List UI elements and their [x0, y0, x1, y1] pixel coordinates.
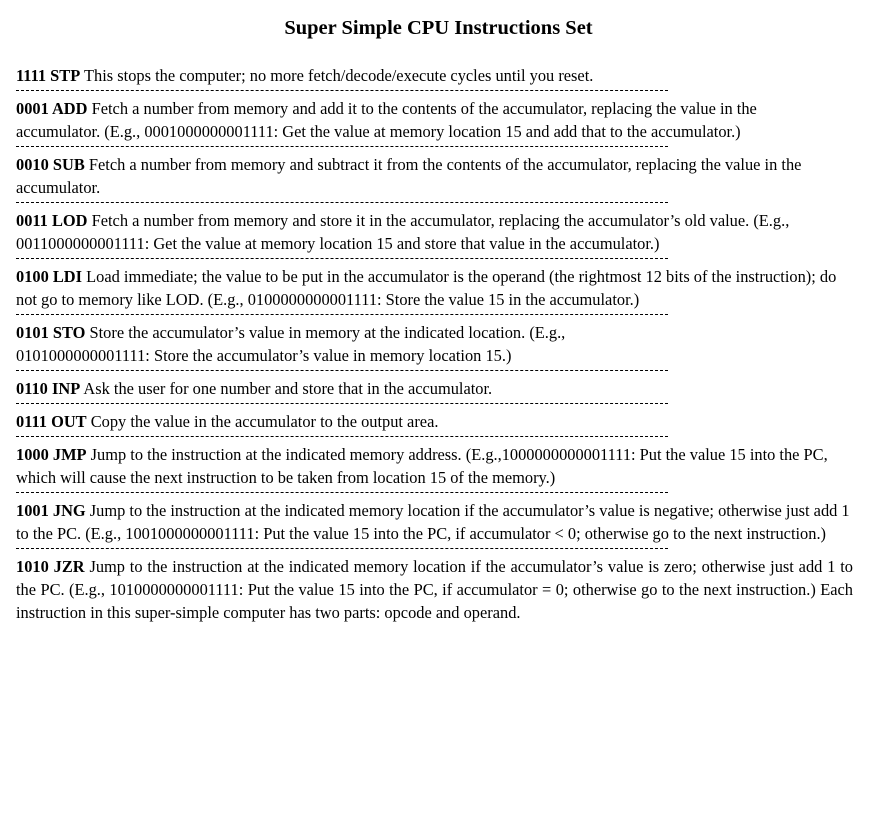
instruction-description: Copy the value in the accumulator to the output area. [90, 412, 439, 431]
instruction-description: Fetch a number from memory and add it to the contents of the accumulator, replacing the value in the accumulator. (E.g., 0001000000001111: Get the value at memory location 15 and add that to the accumulator.) [16, 99, 757, 141]
opcode-label: 1010 JZR [16, 557, 85, 576]
dashed-divider [16, 492, 668, 493]
opcode-label: 0011 LOD [16, 211, 88, 230]
instruction-jmp [16, 443, 853, 489]
instruction-description: Fetch a number from memory and subtract it from the contents of the accumulator, replacing the value in the accumulator. [16, 155, 802, 197]
instruction-jng [16, 499, 853, 545]
dashed-divider [16, 403, 668, 404]
instruction-description: This stops the computer; no more fetch/decode/execute cycles until you reset. [84, 66, 594, 85]
opcode-label: 0110 INP [16, 379, 81, 398]
instruction-lod [16, 209, 853, 255]
instruction-description: Fetch a number from memory and store it in the accumulator, replacing the accumulator’s old value. (E.g., 0011000000001111: Get the value at memory location 15 and store that value in the accumulator.) [16, 211, 790, 253]
dashed-divider [16, 314, 668, 315]
opcode-label: 0100 LDI [16, 267, 83, 286]
dashed-divider [16, 258, 668, 259]
instruction-description: Jump to the instruction at the indicated memory address. (E.g.,1000000000001111: Put the value 15 into the PC, which will cause the next instruction to be taken from location 15 of the memory.) [16, 445, 828, 487]
opcode-label: 0010 SUB [16, 155, 85, 174]
instruction-out [16, 410, 853, 433]
instruction-description: Store the accumulator’s value in memory at the indicated location. (E.g., 0101000000001111: Store the accumulator’s value in memory location 15.) [16, 323, 566, 365]
dashed-divider [16, 370, 668, 371]
dashed-divider [16, 146, 668, 147]
instruction-sto [16, 321, 853, 367]
instruction-description: Jump to the instruction at the indicated memory location if the accumulator’s value is zero; otherwise just add 1 to the PC. (E.g., 1010000000001111: Put the value 15 into the PC, if accumulator = 0; otherwise go to the next instruction.) Each instruction in this super-simple computer has two parts: opcode and operand. [16, 557, 853, 622]
instruction-stp [16, 64, 853, 87]
dashed-divider [16, 90, 668, 91]
opcode-label: 1001 JNG [16, 501, 86, 520]
dashed-divider [16, 436, 668, 437]
opcode-label: 1111 STP [16, 66, 81, 85]
instruction-description: Jump to the instruction at the indicated memory location if the accumulator’s value is negative; otherwise just add 1 to the PC. (E.g., 1001000000001111: Put the value 15 into the PC, if accumulator < 0; otherwise go to the next instruction.) [16, 501, 850, 543]
instruction-sub [16, 153, 853, 199]
dashed-divider [16, 548, 668, 549]
instruction-inp [16, 377, 853, 400]
instruction-description: Load immediate; the value to be put in the accumulator is the operand (the rightmost 12 bits of the instruction); do not go to memory like LOD. (E.g., 0100000000001111: Store the value 15 in the accumulator.) [16, 267, 837, 309]
instruction-jzr [16, 555, 853, 624]
page-title: Super Simple CPU Instructions Set [284, 17, 593, 39]
instruction-add [16, 97, 853, 143]
opcode-label: 1000 JMP [16, 445, 87, 464]
dashed-divider [16, 202, 668, 203]
instruction-list [16, 64, 853, 624]
opcode-label: 0101 STO [16, 323, 86, 342]
opcode-label: 0111 OUT [16, 412, 87, 431]
instruction-description: Ask the user for one number and store that in the accumulator. [83, 379, 493, 398]
instruction-ldi [16, 265, 853, 311]
opcode-label: 0001 ADD [16, 99, 88, 118]
